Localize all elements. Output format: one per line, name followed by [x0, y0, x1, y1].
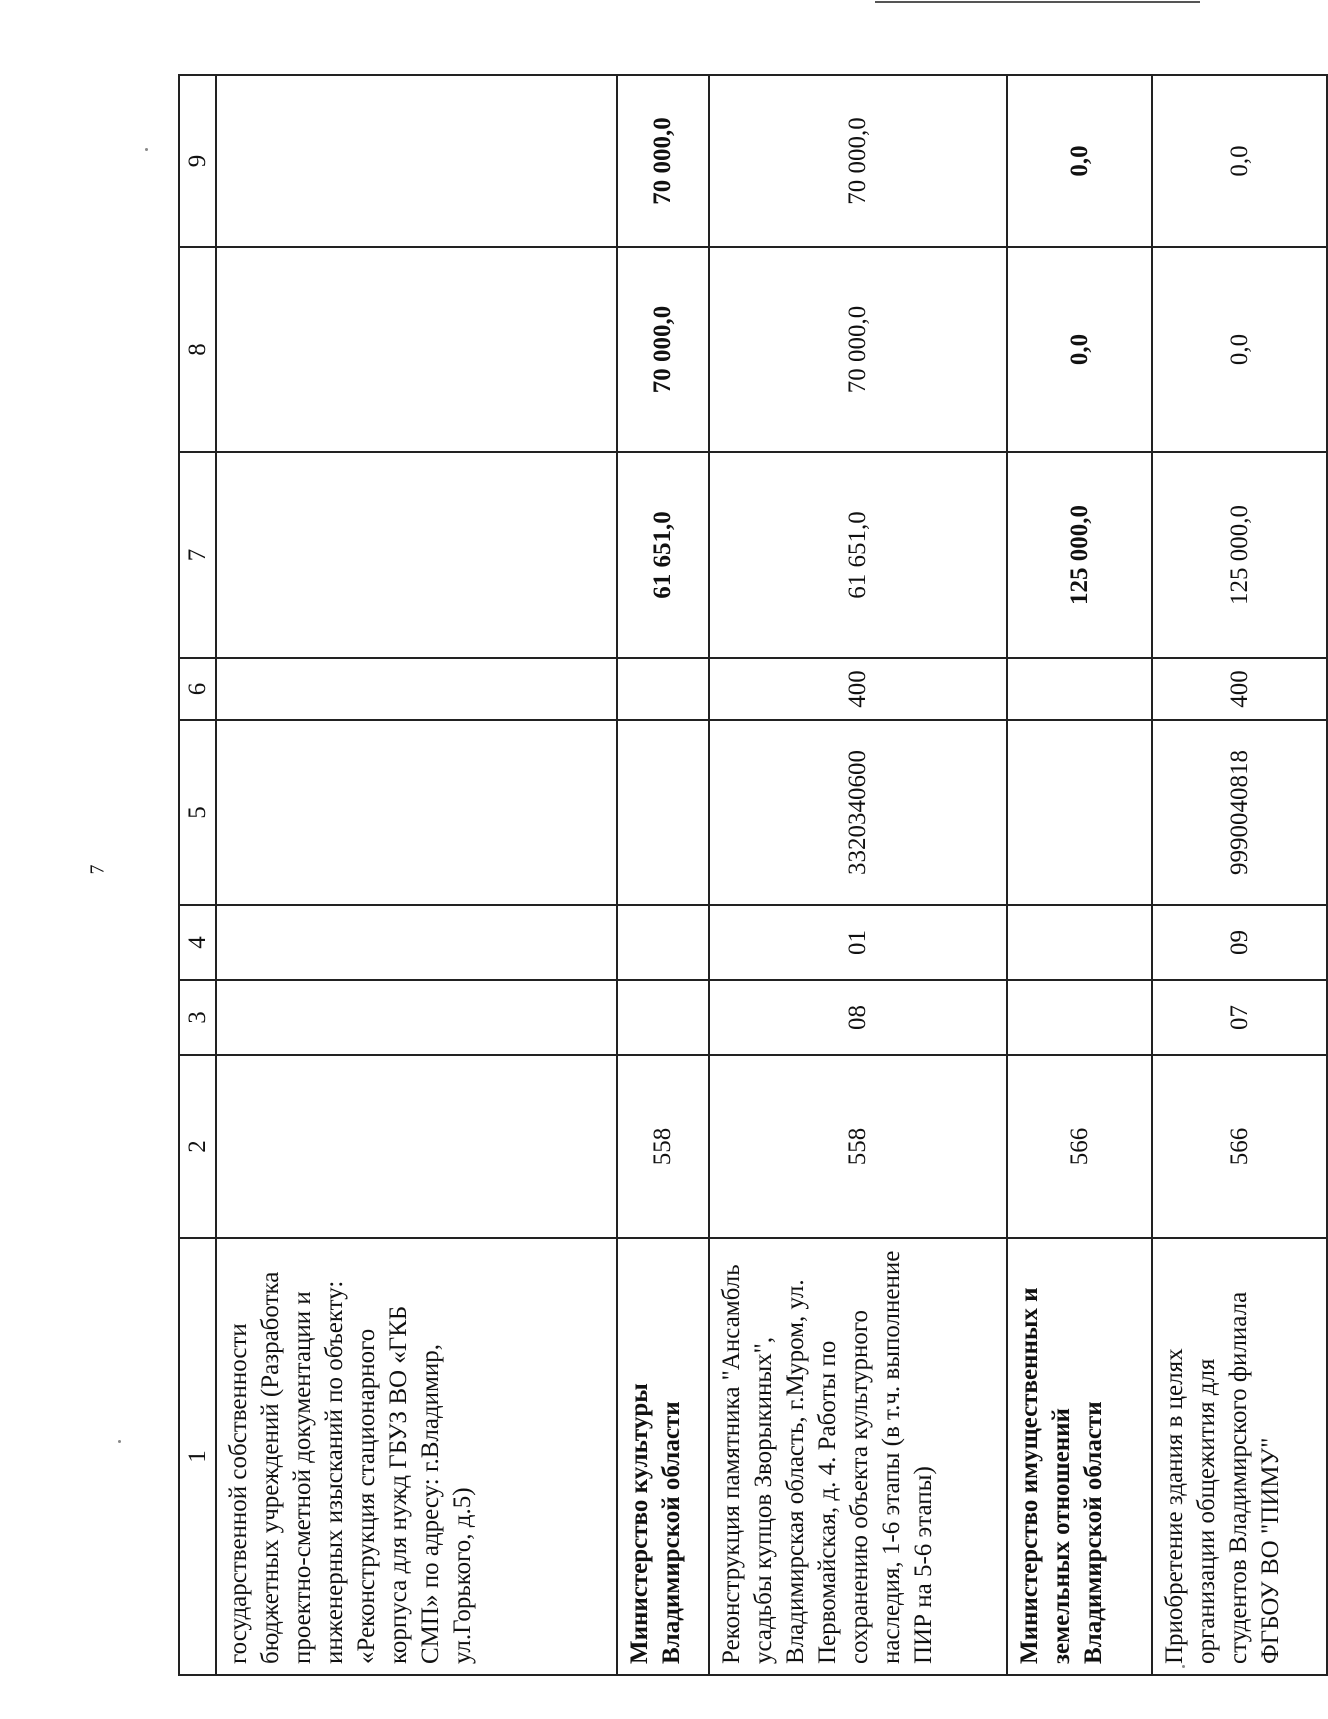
table-row [1152, 75, 1327, 1675]
cell-col-5 [617, 720, 709, 905]
row-description: Министерство имущественных и земельных отношений Владимирской области [1007, 1238, 1152, 1675]
cell-col-3 [617, 980, 709, 1055]
cell-col-7: 125 000,0 [1152, 452, 1327, 658]
cell-col-6: 400 [709, 658, 1007, 720]
cell-col-8: 70 000,0 [709, 247, 1007, 452]
header-row [179, 75, 216, 1675]
cell-col-4: 09 [1152, 905, 1327, 980]
cell-col-6 [617, 658, 709, 720]
table-row [1007, 75, 1152, 1675]
col-header-3: 3 [179, 980, 216, 1055]
cell-col-4 [216, 905, 617, 980]
cell-col-5: 9990040818 [1152, 720, 1327, 905]
col-header-8: 8 [179, 247, 216, 452]
cell-col-2 [216, 1055, 617, 1238]
cell-col-6 [1007, 658, 1152, 720]
cell-col-4: 01 [709, 905, 1007, 980]
cell-col-9 [216, 75, 617, 247]
cell-col-9: 0,0 [1007, 75, 1152, 247]
cell-col-9: 70 000,0 [709, 75, 1007, 247]
cell-col-8 [216, 247, 617, 452]
cell-col-8: 70 000,0 [617, 247, 709, 452]
cell-col-7: 61 651,0 [709, 452, 1007, 658]
cell-col-3: 08 [709, 980, 1007, 1055]
cell-col-7: 125 000,0 [1007, 452, 1152, 658]
scan-speck [118, 1440, 121, 1443]
cell-col-8: 0,0 [1007, 247, 1152, 452]
cell-col-3: 07 [1152, 980, 1327, 1055]
cell-col-4 [617, 905, 709, 980]
cell-col-2: 558 [709, 1055, 1007, 1238]
col-header-1: 1 [179, 1238, 216, 1675]
table-row [617, 75, 709, 1675]
scan-speck [145, 148, 148, 151]
col-header-9: 9 [179, 75, 216, 247]
cell-col-2: 566 [1152, 1055, 1327, 1238]
cell-col-6: 400 [1152, 658, 1327, 720]
budget-table [178, 74, 1328, 1676]
budget-table-sheet [178, 76, 1328, 1676]
cell-col-9: 70 000,0 [617, 75, 709, 247]
col-header-7: 7 [179, 452, 216, 658]
cell-col-5 [216, 720, 617, 905]
row-description: Приобретение здания в целях организации общежития для студентов Владимирского филиала ФГБОУ ВО "ПИМУ" [1152, 1238, 1327, 1675]
row-description: государственной собственности бюджетных учреждений (Разработка проектно-сметной документации и инженерных изысканий по объекту: «Реконструкция стационарного корпуса для нужд ГБУЗ ВО «ГКБ СМП» по адресу: г.Владимир, ул.Горького, д.5) [216, 1238, 617, 1675]
cell-col-5 [1007, 720, 1152, 905]
cell-col-3 [216, 980, 617, 1055]
cell-col-8: 0,0 [1152, 247, 1327, 452]
cell-col-2: 558 [617, 1055, 709, 1238]
table-row [709, 75, 1007, 1675]
row-description: Министерство культуры Владимирской области [617, 1238, 709, 1675]
cell-col-2: 566 [1007, 1055, 1152, 1238]
cell-col-3 [1007, 980, 1152, 1055]
col-header-4: 4 [179, 905, 216, 980]
page-number: 7 [86, 864, 109, 875]
cell-col-7 [216, 452, 617, 658]
cell-col-7: 61 651,0 [617, 452, 709, 658]
col-header-2: 2 [179, 1055, 216, 1238]
table-row [216, 75, 617, 1675]
scan-edge-line [875, 1, 1200, 3]
row-description: Реконструкция памятника "Ансамбль усадьбы купцов Зворыкиных", Владимирская область, г.Муром, ул. Первомайская, д. 4. Работы по сохранению объекта культурного наследия, 1-6 этапы (в т.ч. выполнение ПИР на 5-6 этапы) [709, 1238, 1007, 1675]
col-header-6: 6 [179, 658, 216, 720]
cell-col-5: 3320340600 [709, 720, 1007, 905]
cell-col-6 [216, 658, 617, 720]
col-header-5: 5 [179, 720, 216, 905]
cell-col-4 [1007, 905, 1152, 980]
cell-col-9: 0,0 [1152, 75, 1327, 247]
